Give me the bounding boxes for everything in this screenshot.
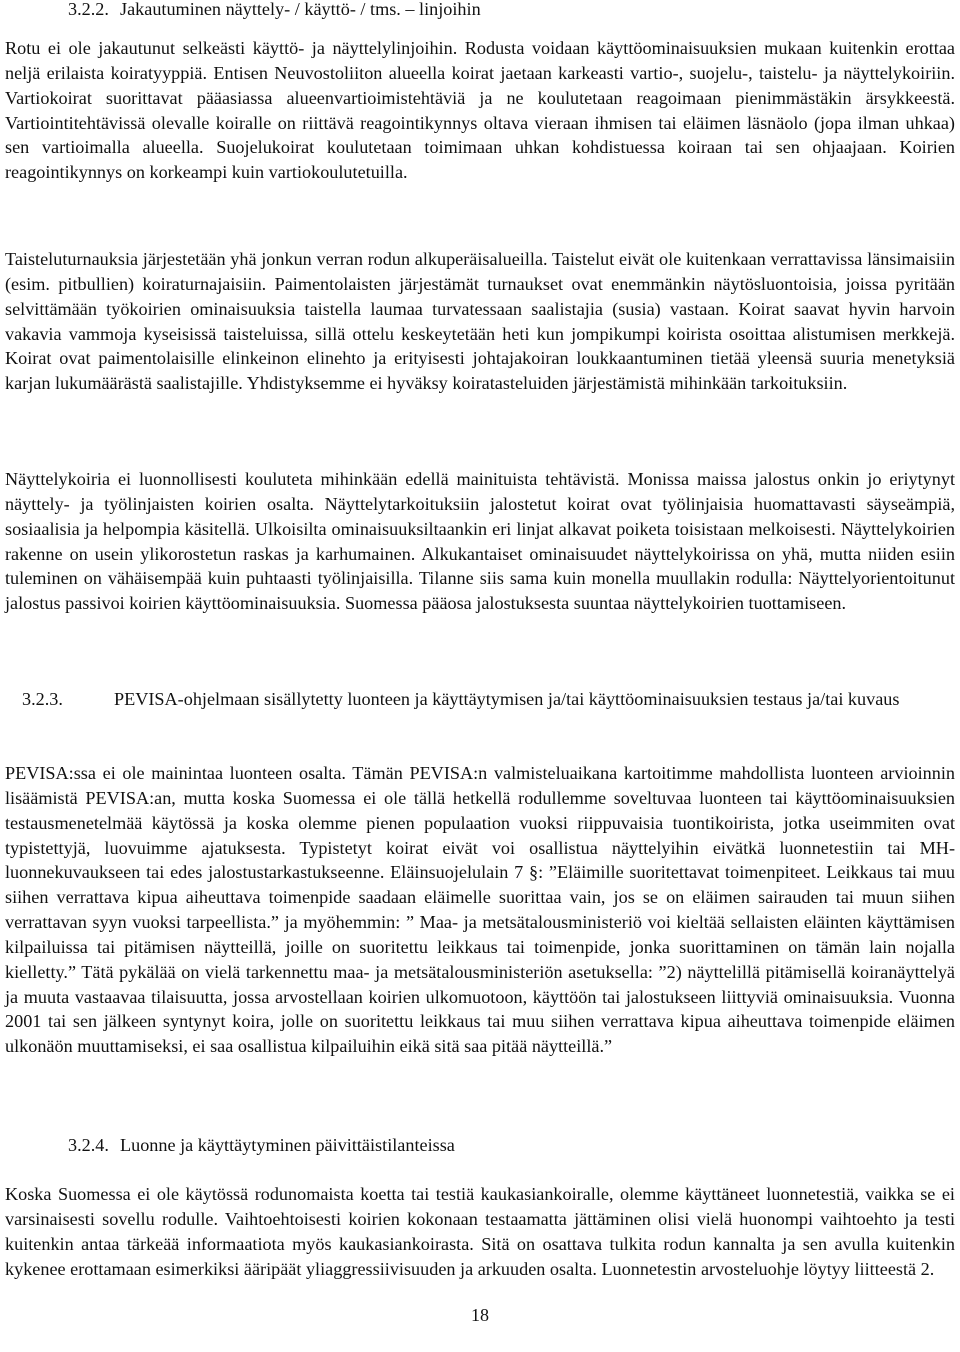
section-title: PEVISA-ohjelmaan sisällytetty luonteen ja käyttäytymisen ja/tai käyttöominaisuuksien testaus ja/tai kuvaus — [114, 689, 900, 709]
section-title: Jakautuminen näyttely- / käyttö- / tms. – linjoihin — [120, 0, 481, 19]
section-number: 3.2.2. — [68, 0, 109, 19]
paragraph-show-dogs: Näyttelykoiria ei luonnollisesti kouluteta mihinkään edellä mainituista tehtävistä. Monissa maissa jalostus onkin jo eriytynyt näyttely- ja työlinjaisten koirien osalta. Näyttelytarkoituksiin jalostetut koirat ovat työlinjaisia huomattavasti säyseämpiä, sosiaalisia ja helpompia käsitellä. Ulkoisilta ominaisuuksiltaankin eri linjat alkavat poiketa toisistaan melkoisesti. Näyttelykoirien rakenne on usein ylikorostetun raskas ja karhumainen. Alkukantaiset ominaisuudet näyttelykoirissa on yhä, mutta niiden esiin tuleminen on vähäisempää kuin puhtaasti työlinjaisilla. Tilanne siis sama kuin monella muullakin rodulla: Näyttelyorientoitunut jalostus passivoi koirien käyttöominaisuuksia. Suomessa pääosa jalostuksesta suuntaa näyttelykoirien tuottamiseen. — [5, 469, 955, 614]
paragraph-fighting-tournaments: Taisteluturnauksia järjestetään yhä jonkun verran rodun alkuperäisalueilla. Taistelut eivät ole kuitenkaan verrattavissa länsimaisiin (esim. pitbullien) koiraturnajaisiin. Paimentolaisten järjestämät turnaukset ovat enemmänkin näytösluontoisia, joissa pyritään selvittämään työkoirien ominaisuuksia taistella laumaa turvatessaan saalistajia (susia) vastaan. Koirat saavat hyvin harvoin vakavia vammoja kyseisissä taisteluissa, sillä ottelu keskeytetään heti kun jompikumpi koirista osoittaa alistumisen merkkejä. Koirat ovat paimentolaisille elinkeinon elinehto ja erityisesti johtajakoiran loukkaantuminen tietää yleensä suuria menetyksiä karjan lukumäärästä saalistajille. Yhdistyksemme ei hyväksy koiratasteluiden järjestämistä mihinkään tarkoituksiin. — [5, 249, 955, 394]
section-heading-3-2-4 — [68, 1133, 455, 1157]
section-heading-3-2-2 — [68, 0, 481, 21]
section-number: 3.2.4. — [68, 1135, 109, 1155]
page-number: 18 — [471, 1305, 489, 1325]
section-heading-3-2-3 — [22, 687, 928, 711]
section-number: 3.2.3. — [22, 689, 63, 709]
paragraph-pevisa: PEVISA:ssa ei ole mainintaa luonteen osalta. Tämän PEVISA:n valmisteluaikana kartoitimme mahdollista luonteen arvioinnin lisäämistä PEVISA:an, mutta koska Suomessa ei ole tällä hetkellä rodullemme soveltuvaa luonteen tai käyttöominaisuuksien testausmenetelmää käytössä ja koska olemme pienen populaation vuoksi riippuvaisia tuontikoirista, jotka useimmiten ovat typistettyjä, luovuimme ajatuksesta. Typistetyt koirat eivät voi osallistua näyttelyihin eivätkä luonnetestiin tai MH-luonnekuvaukseen tai edes jalostustarkastukseenne. Eläinsuojelulain 7 §: ”Eläimille suoritettavat toimenpiteet. Leikkaus tai muu siihen verrattava kipua aiheuttava toimenpide saadaan eläimelle suorittaa vain, jos se on eläimen sairauden tai muun siihen verrattavan syyn vuoksi tarpeellista.” ja myöhemmin: ” Maa- ja metsätalousministeriö voi kieltää sellaisten eläinten käyttämisen kilpailuissa tai pitämisen näytteillä, joille on suoritettu leikkaus tai toimenpide, jonka suorittaminen on tämän lain nojalla kielletty.” Tätä pykälää on vielä tarkennettu maa- ja metsätalousministeriön asetuksella: ”2) näyttelillä pitämisellä koiranäyttelyä ja muuta vastaavaa tilaisuutta, jossa arvostellaan koirien ulkomuotoon, käyttöön tai jalostukseen liittyviä ominaisuuksia. Vuonna 2001 tai sen jälkeen syntynyt koira, jolle on suoritettu leikkaus tai muu siihen verrattava kipua aiheuttava toimenpide eläimen ulkonäön muuttamiseksi, ei saa osallistua kilpailuihin eikä sitä saa pitää näytteillä.” — [5, 763, 955, 1057]
paragraph-temperament-test: Koska Suomessa ei ole käytössä rodunomaista koetta tai testiä kaukasiankoiralle, olemme käyttäneet luonnetestiä, vaikka se ei varsinaisesti sovellu rodulle. Vaihtoehtoisesti koirien kokonaan testaamatta jättäminen olisi vielä huonompi vaihtoehto ja testi kuitenkin antaa tärkeää informaatiota myös kaukasiankoirasta. Sitä on osattava tulkita rodun kannalta ja sen avulla kuitenkin kykenee erottamaan esimerkiksi ääripäät yliaggressiivisuuden ja arkuuden osalta. Luonnetestin arvosteluohje löytyy liitteestä 2. — [5, 1184, 955, 1279]
section-title: Luonne ja käyttäytyminen päivittäistilanteissa — [120, 1135, 455, 1155]
paragraph-dog-types: Rotu ei ole jakautunut selkeästi käyttö- ja näyttelylinjoihin. Rodusta voidaan käyttöominaisuuksien mukaan kuitenkin erottaa neljä erilaista koiratyyppiä. Entisen Neuvostoliiton alueella koirat jaetaan karkeasti vartio-, suojelu-, taistelu- ja näyttelykoiriin. Vartiokoirat suorittavat pääasiassa alueenvartioimistehtäviä ja ne koulutetaan reagoimaan pienimmästäkin ärsykkeestä. Vartiointitehtävissä olevalle koiralle on riittävä reagointikynnys oltava vieraan ihmisen tai eläimen läsnäolo (jopa ilman uhkaa) sen vartioimalla alueella. Suojelukoirat koulutetaan toimimaan uhkan kohdistuessa koiraan tai sen ohjaajaan. Koirien reagointikynnys on korkeampi kuin vartiokoulutetuilla. — [5, 38, 955, 183]
